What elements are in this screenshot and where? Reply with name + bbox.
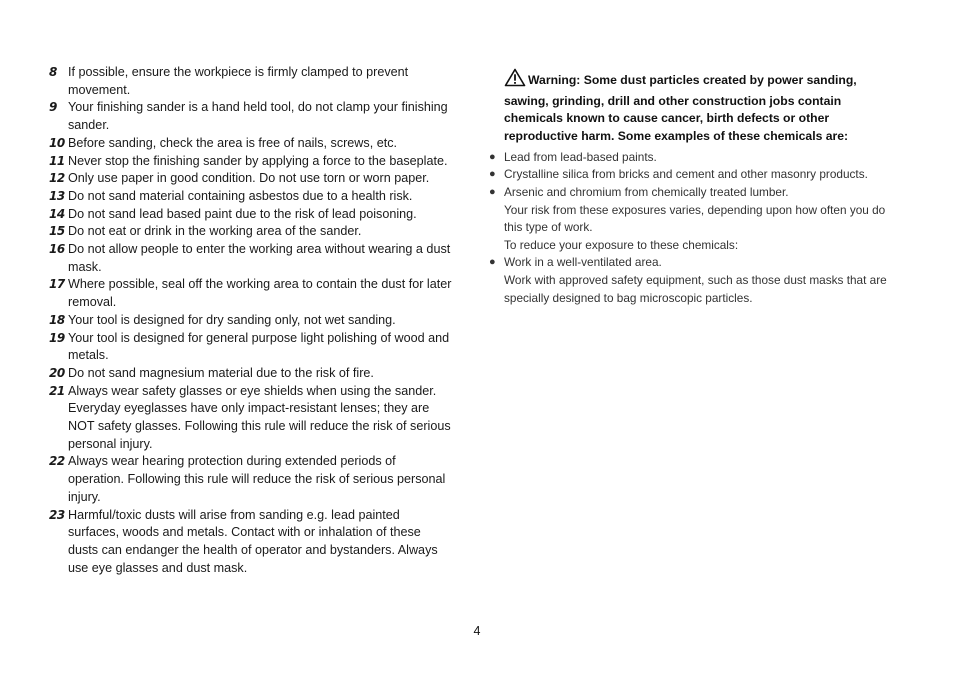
- rule-text: Do not sand lead based paint due to the risk of lead poisoning.: [68, 206, 417, 221]
- rule-text: Harmful/toxic dusts will arise from sanding e.g. lead painted surfaces, woods and metals. Contact with or inhalation of these dusts can endanger the health of operator and bystanders. Always use eye glasses and dust mask.: [68, 507, 438, 575]
- rule-item: [49, 64, 454, 99]
- bullet-text: Lead from lead-based paints.: [504, 149, 657, 164]
- rule-number: 19: [49, 330, 65, 345]
- rule-text: Do not allow people to enter the working area without wearing a dust mask.: [68, 242, 451, 274]
- rule-item: [49, 383, 454, 454]
- bullet-icon: ●: [489, 150, 496, 163]
- rule-number: 23: [49, 507, 65, 522]
- rule-item: [49, 206, 454, 224]
- rule-item: [49, 188, 454, 206]
- bullet-icon: ●: [489, 256, 496, 269]
- rule-number: 11: [49, 153, 65, 168]
- bullet-text: Work in a well-ventilated area.: [504, 255, 662, 270]
- rule-number: 22: [49, 454, 65, 469]
- safety-rules-list: [49, 64, 454, 577]
- list-item: [488, 184, 898, 202]
- rule-number: 20: [49, 365, 65, 380]
- rule-text: If possible, ensure the workpiece is firmly clamped to prevent movement.: [68, 65, 409, 97]
- rule-number: 8: [49, 65, 57, 79]
- rule-text: Never stop the finishing sander by applying a force to the baseplate.: [68, 153, 448, 168]
- bullet-icon: ●: [489, 186, 496, 198]
- rule-number: 10: [49, 135, 65, 150]
- rule-item: [49, 330, 454, 365]
- rule-number: 13: [49, 188, 65, 203]
- safety-equipment-note: Work with approved safety equipment, such as those dust masks that are specially designed to bag microscopic particles.: [504, 272, 887, 305]
- rule-item: [49, 241, 454, 276]
- warning-paragraph: [504, 68, 898, 146]
- rule-item: [49, 312, 454, 330]
- list-item: [488, 149, 898, 167]
- rule-number: 17: [49, 277, 65, 292]
- rule-number: 18: [49, 312, 65, 327]
- bullet-text: Crystalline silica from bricks and cement and other masonry products.: [504, 167, 868, 182]
- rule-text: Do not sand material containing asbestos due to a health risk.: [68, 188, 413, 203]
- rule-text: Do not sand magnesium material due to the risk of fire.: [68, 365, 374, 380]
- bullet-text: Arsenic and chromium from chemically treated lumber.: [504, 185, 789, 199]
- reduce-exposure-note: To reduce your exposure to these chemicals:: [504, 237, 739, 252]
- rule-item: [49, 365, 454, 383]
- risk-note: Your risk from these exposures varies, depending upon how often you do this type of work.: [504, 202, 886, 235]
- warning-triangle-icon: [504, 68, 526, 93]
- rule-item: [49, 153, 454, 171]
- bullet-icon: ●: [489, 168, 496, 181]
- list-item: [488, 166, 898, 184]
- rule-number: 14: [49, 206, 65, 221]
- rule-text: Always wear hearing protection during extended periods of operation. Following this rule will reduce the risk of serious personal injury.: [68, 454, 446, 504]
- page-number: 4: [473, 624, 481, 638]
- list-item: [488, 254, 898, 272]
- rule-number: 9: [49, 100, 57, 115]
- rule-text: Your tool is designed for general purpose light polishing of wood and metals.: [68, 330, 450, 363]
- rule-text: Where possible, seal off the working area to contain the dust for later removal.: [68, 277, 452, 310]
- rule-text: Your finishing sander is a hand held tool, do not clamp your finishing sander.: [68, 100, 448, 133]
- rule-text: Before sanding, check the area is free of nails, screws, etc.: [68, 135, 397, 150]
- rule-text: Only use paper in good condition. Do not use torn or worn paper.: [68, 171, 430, 186]
- rule-text: Do not eat or drink in the working area of the sander.: [68, 224, 362, 239]
- rule-text: Your tool is designed for dry sanding only, not wet sanding.: [68, 312, 396, 327]
- rule-item: [49, 223, 454, 241]
- rule-item: [49, 99, 454, 134]
- rule-item: [49, 276, 454, 311]
- rule-item: [49, 170, 454, 188]
- rule-number: 21: [49, 383, 65, 398]
- rule-number: 16: [49, 242, 65, 257]
- warning-text: Warning: Some dust particles created by power sanding, sawing, grinding, drill and other construction jobs contain chemicals known to cause cancer, birth defects or other reproductive harm. Some examples of these chemicals are:: [504, 73, 857, 144]
- rule-item: [49, 135, 454, 153]
- rule-number: 12: [49, 171, 65, 186]
- rule-item: [49, 507, 454, 578]
- rule-text: Always wear safety glasses or eye shields when using the sander. Everyday eyeglasses have only impact-resistant lenses; they are NOT safety glasses. Following this rule will reduce the risk of serious personal injury.: [68, 383, 451, 451]
- rule-item: [49, 453, 454, 506]
- chemical-warning-section: [488, 68, 898, 307]
- rule-number: 15: [49, 224, 65, 239]
